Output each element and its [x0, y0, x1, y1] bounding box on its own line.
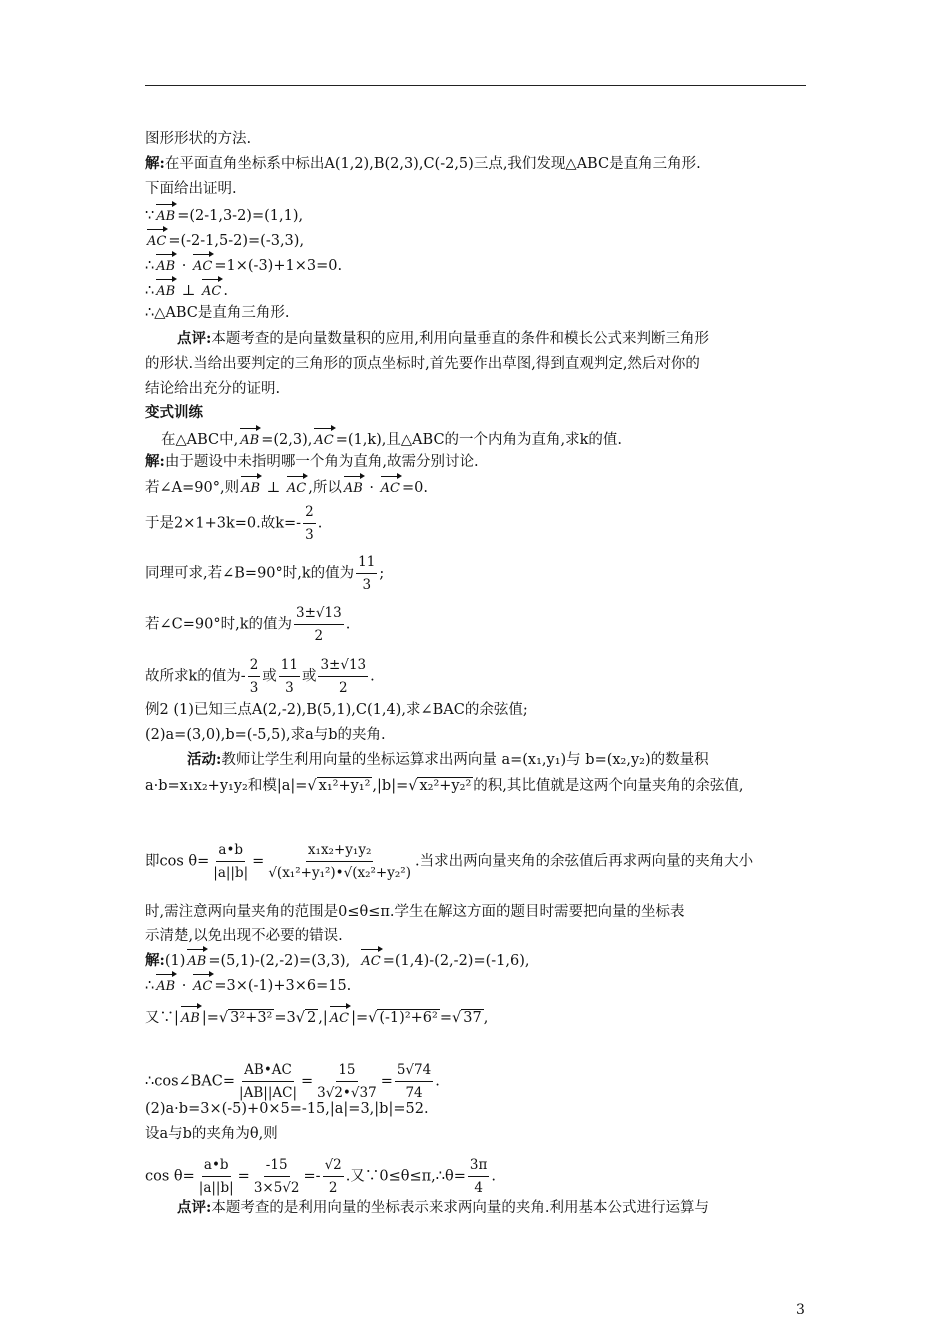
radicand: 37	[463, 1010, 482, 1026]
text: =0.	[401, 480, 428, 496]
text-line: (2)a=(3,0),b=(-5,5),求a与b的夹角.	[145, 727, 386, 743]
solution-label: 解:	[145, 155, 165, 172]
numerator: a•b	[216, 840, 245, 862]
solution-label: 解:	[145, 453, 165, 470]
text-line	[145, 776, 743, 796]
text-line: 结论给出充分的证明.	[145, 381, 281, 397]
dot-symbol: ·	[181, 978, 187, 994]
numerator: 2	[248, 655, 261, 677]
denominator: 3	[249, 680, 259, 696]
denominator: 2	[328, 1180, 338, 1196]
text: =(-2-1,5-2)=(-3,3),	[168, 233, 305, 249]
text-line	[145, 201, 303, 227]
fraction	[468, 1155, 489, 1198]
text: .	[317, 515, 323, 532]
text: 又∵|	[145, 1010, 179, 1026]
numerator: x₁x₂+y₁y₂	[306, 840, 373, 862]
text: =3	[274, 1010, 296, 1026]
fraction	[294, 603, 344, 646]
text-line: 时,需注意两向量夹角的范围是0≤θ≤π.学生在解这方面的题目时需要把向量的坐标表	[145, 904, 685, 920]
text-line	[145, 971, 351, 997]
vector-ac: AC	[147, 226, 166, 252]
because-symbol: ∵	[145, 208, 155, 224]
section-title: 变式训练	[145, 404, 203, 421]
fraction	[237, 1060, 299, 1103]
text-line	[145, 946, 529, 972]
radicand: x₁²+y₁²	[318, 778, 371, 794]
text: =-	[303, 1168, 321, 1185]
text: 在△ABC中,	[161, 432, 239, 448]
text: ,|b|=	[372, 778, 409, 794]
section-heading	[145, 403, 203, 423]
text: 由于题设中未指明哪一个角为直角,故需分别讨论.	[164, 454, 479, 470]
perp-symbol: ⊥	[266, 480, 281, 496]
text: 本题考查的是利用向量的坐标表示来求两向量的夹角.利用基本公式进行运算与	[211, 1200, 709, 1216]
text: =(5,1)-(2,-2)=(3,3),	[208, 953, 351, 969]
text: ,|	[318, 1010, 328, 1026]
text: 教师让学生利用向量的坐标运算求出两向量 a=(x₁,y₁)与 b=(x₂,y₂)的数量积	[221, 752, 709, 768]
denominator: 3	[362, 577, 372, 593]
denominator: 3×5√2	[253, 1180, 300, 1196]
denominator: √(x₁²+y₁²)•√(x₂²+y₂²)	[268, 865, 411, 881]
therefore-symbol: ∴	[145, 978, 155, 994]
text-line: 图形形状的方法.	[145, 131, 252, 147]
denominator: 2	[339, 680, 348, 696]
text-line	[145, 552, 384, 595]
numerator: 11	[356, 552, 377, 574]
text-line	[187, 750, 709, 770]
vector-ac: AC	[202, 276, 221, 302]
text-line	[145, 226, 304, 252]
vector-ab: AB	[344, 473, 363, 499]
dot-symbol: ·	[369, 480, 375, 496]
vector-ab: AB	[181, 1003, 200, 1029]
denominator: 3	[285, 680, 294, 696]
text: .	[435, 1073, 440, 1090]
fraction	[252, 1155, 302, 1198]
denominator: 4	[474, 1180, 483, 1196]
text-line	[145, 502, 322, 545]
text: 若∠C=90°时,k的值为	[145, 616, 292, 633]
text: =(1,k),且△ABC的一个内角为直角,求k的值.	[335, 432, 623, 448]
text-line	[177, 1198, 709, 1218]
vector-ac: AC	[193, 971, 212, 997]
sqrt: √ x₂²+y₂²	[408, 778, 472, 794]
vector-ab: AB	[187, 946, 206, 972]
sqrt: √ 2	[295, 1010, 317, 1026]
radicand: 2	[307, 1010, 317, 1026]
fraction	[356, 552, 377, 595]
perp-symbol: ⊥	[181, 283, 196, 299]
numerator: √2	[323, 1155, 344, 1177]
text: ,所以	[308, 480, 342, 496]
numerator: 2	[303, 502, 316, 524]
fraction	[395, 1060, 433, 1103]
text: .	[370, 668, 375, 685]
vector-ab: AB	[156, 251, 175, 277]
fraction	[211, 840, 250, 883]
text-line	[145, 473, 428, 499]
sqrt: √ (-1)²+6²	[368, 1010, 438, 1026]
comment-label: 点评:	[177, 1199, 212, 1216]
text: =(1,4)-(2,-2)=(-1,6),	[382, 953, 530, 969]
vector-ac: AC	[361, 946, 380, 972]
denominator: |a||b|	[198, 1180, 234, 1196]
text: 或	[301, 668, 317, 685]
text-line: 示清楚,以免出现不必要的错误.	[145, 928, 343, 944]
text-line: 下面给出证明.	[145, 181, 237, 197]
denominator: 2	[314, 628, 324, 644]
denominator: |AB||AC|	[239, 1085, 297, 1101]
text: 于是2×1+3k=0.故k=-	[145, 515, 302, 532]
vector-ac: AC	[381, 473, 400, 499]
vector-ab: AB	[156, 276, 175, 302]
text: 同理可求,若∠B=90°时,k的值为	[145, 565, 355, 582]
text: ,	[483, 1010, 489, 1026]
text: a·b=x₁x₂+y₁y₂和模|a|=	[145, 778, 308, 794]
text-line	[145, 655, 375, 698]
therefore-symbol: ∴	[145, 283, 155, 299]
numerator: 5√74	[395, 1060, 433, 1082]
text-line	[145, 452, 479, 472]
text: 本题考查的是向量数量积的应用,利用向量垂直的条件和模长公式来判断三角形	[211, 331, 709, 347]
fraction	[315, 1060, 379, 1103]
solution-label: 解:	[145, 952, 165, 969]
text: |=	[201, 1010, 219, 1026]
text-line	[145, 1060, 440, 1103]
fraction	[248, 655, 261, 698]
text: 若∠A=90°,则	[145, 480, 240, 496]
numerator: a•b	[202, 1155, 231, 1177]
text: ;	[379, 565, 385, 582]
text-line	[145, 840, 753, 883]
radicand: x₂²+y₂²	[419, 778, 472, 794]
text: .当求出两向量夹角的余弦值后再求两向量的夹角大小	[414, 853, 754, 870]
fraction	[303, 502, 316, 545]
denominator: 3	[305, 527, 314, 543]
text: .	[491, 1168, 496, 1185]
text-line	[161, 425, 622, 451]
denominator: |a||b|	[213, 865, 249, 881]
header-rule	[145, 85, 806, 86]
numerator: 15	[336, 1060, 357, 1082]
denominator: 3√2•√37	[317, 1085, 377, 1101]
vector-ab: AB	[241, 473, 260, 499]
text-line: 例2 (1)已知三点A(2,-2),B(5,1),C(1,4),求∠BAC的余弦值;	[145, 702, 528, 718]
text-line	[145, 276, 228, 302]
text: .	[345, 616, 351, 633]
text-line	[145, 251, 342, 277]
text-line	[145, 154, 701, 174]
activity-label: 活动:	[187, 751, 222, 768]
text: =	[380, 1073, 393, 1090]
therefore-symbol: ∴	[145, 258, 155, 274]
comment-label: 点评:	[177, 330, 212, 347]
numerator: 11	[279, 655, 300, 677]
vector-ab: AB	[156, 201, 175, 227]
text: =	[237, 1168, 250, 1185]
text: =	[301, 1073, 314, 1090]
text-line	[145, 603, 350, 646]
radicand: (-1)²+6²	[379, 1010, 438, 1026]
vector-ab: AB	[240, 425, 259, 451]
text-line: ∴△ABC是直角三角形.	[145, 305, 290, 321]
text: =	[252, 853, 265, 870]
text: 或	[262, 668, 277, 685]
denominator: 74	[405, 1085, 423, 1101]
text-line: 设a与b的夹角为θ,则	[145, 1126, 278, 1142]
text: =3×(-1)+3×6=15.	[214, 978, 352, 994]
vector-ac: AC	[287, 473, 306, 499]
text: ∴cos∠BAC=	[145, 1073, 236, 1090]
text: =(2-1,3-2)=(1,1),	[177, 208, 304, 224]
text: =	[439, 1010, 452, 1026]
text-line	[145, 1003, 488, 1029]
vector-ac: AC	[193, 251, 212, 277]
text-line: (2)a·b=3×(-5)+0×5=-15,|a|=3,|b|=52.	[145, 1101, 429, 1117]
sqrt: √ x₁²+y₁²	[307, 778, 371, 794]
text: =(2,3),	[261, 432, 313, 448]
text: .又∵0≤θ≤π,∴θ=	[345, 1168, 466, 1185]
text: |=	[351, 1010, 369, 1026]
text: 故所求k的值为-	[145, 668, 246, 685]
vector-ab: AB	[156, 971, 175, 997]
sqrt: √ 37	[451, 1010, 482, 1026]
radicand: 3²+3²	[230, 1010, 273, 1026]
vector-ac: AC	[330, 1003, 349, 1029]
numerator: -15	[264, 1155, 290, 1177]
page-number: 3	[796, 1302, 805, 1318]
text-line: 的形状.当给出要判定的三角形的顶点坐标时,首先要作出草图,得到直观判定,然后对你的	[145, 356, 700, 372]
text: 的积,其比值就是这两个向量夹角的余弦值,	[473, 778, 744, 794]
fraction	[266, 840, 413, 883]
fraction	[318, 655, 368, 698]
text-line	[177, 329, 709, 349]
dot-symbol: ·	[181, 258, 187, 274]
numerator: 3±√13	[318, 655, 368, 677]
fraction	[197, 1155, 236, 1198]
numerator: 3±√13	[294, 603, 344, 625]
sqrt: √ 3²+3²	[218, 1010, 273, 1026]
fraction	[279, 655, 300, 698]
numerator: 3π	[468, 1155, 489, 1177]
text: 在平面直角坐标系中标出A(1,2),B(2,3),C(-2,5)三点,我们发现△ABC是直角三角形.	[164, 156, 701, 172]
numerator: AB•AC	[242, 1060, 294, 1082]
text: cos θ=	[145, 1168, 195, 1185]
fraction	[323, 1155, 344, 1198]
text: 即cos θ=	[145, 853, 210, 870]
text: .	[223, 283, 228, 299]
text: (1)	[164, 953, 186, 969]
text-line	[145, 1155, 496, 1198]
text: =1×(-3)+1×3=0.	[214, 258, 343, 274]
vector-ac: AC	[314, 425, 333, 451]
